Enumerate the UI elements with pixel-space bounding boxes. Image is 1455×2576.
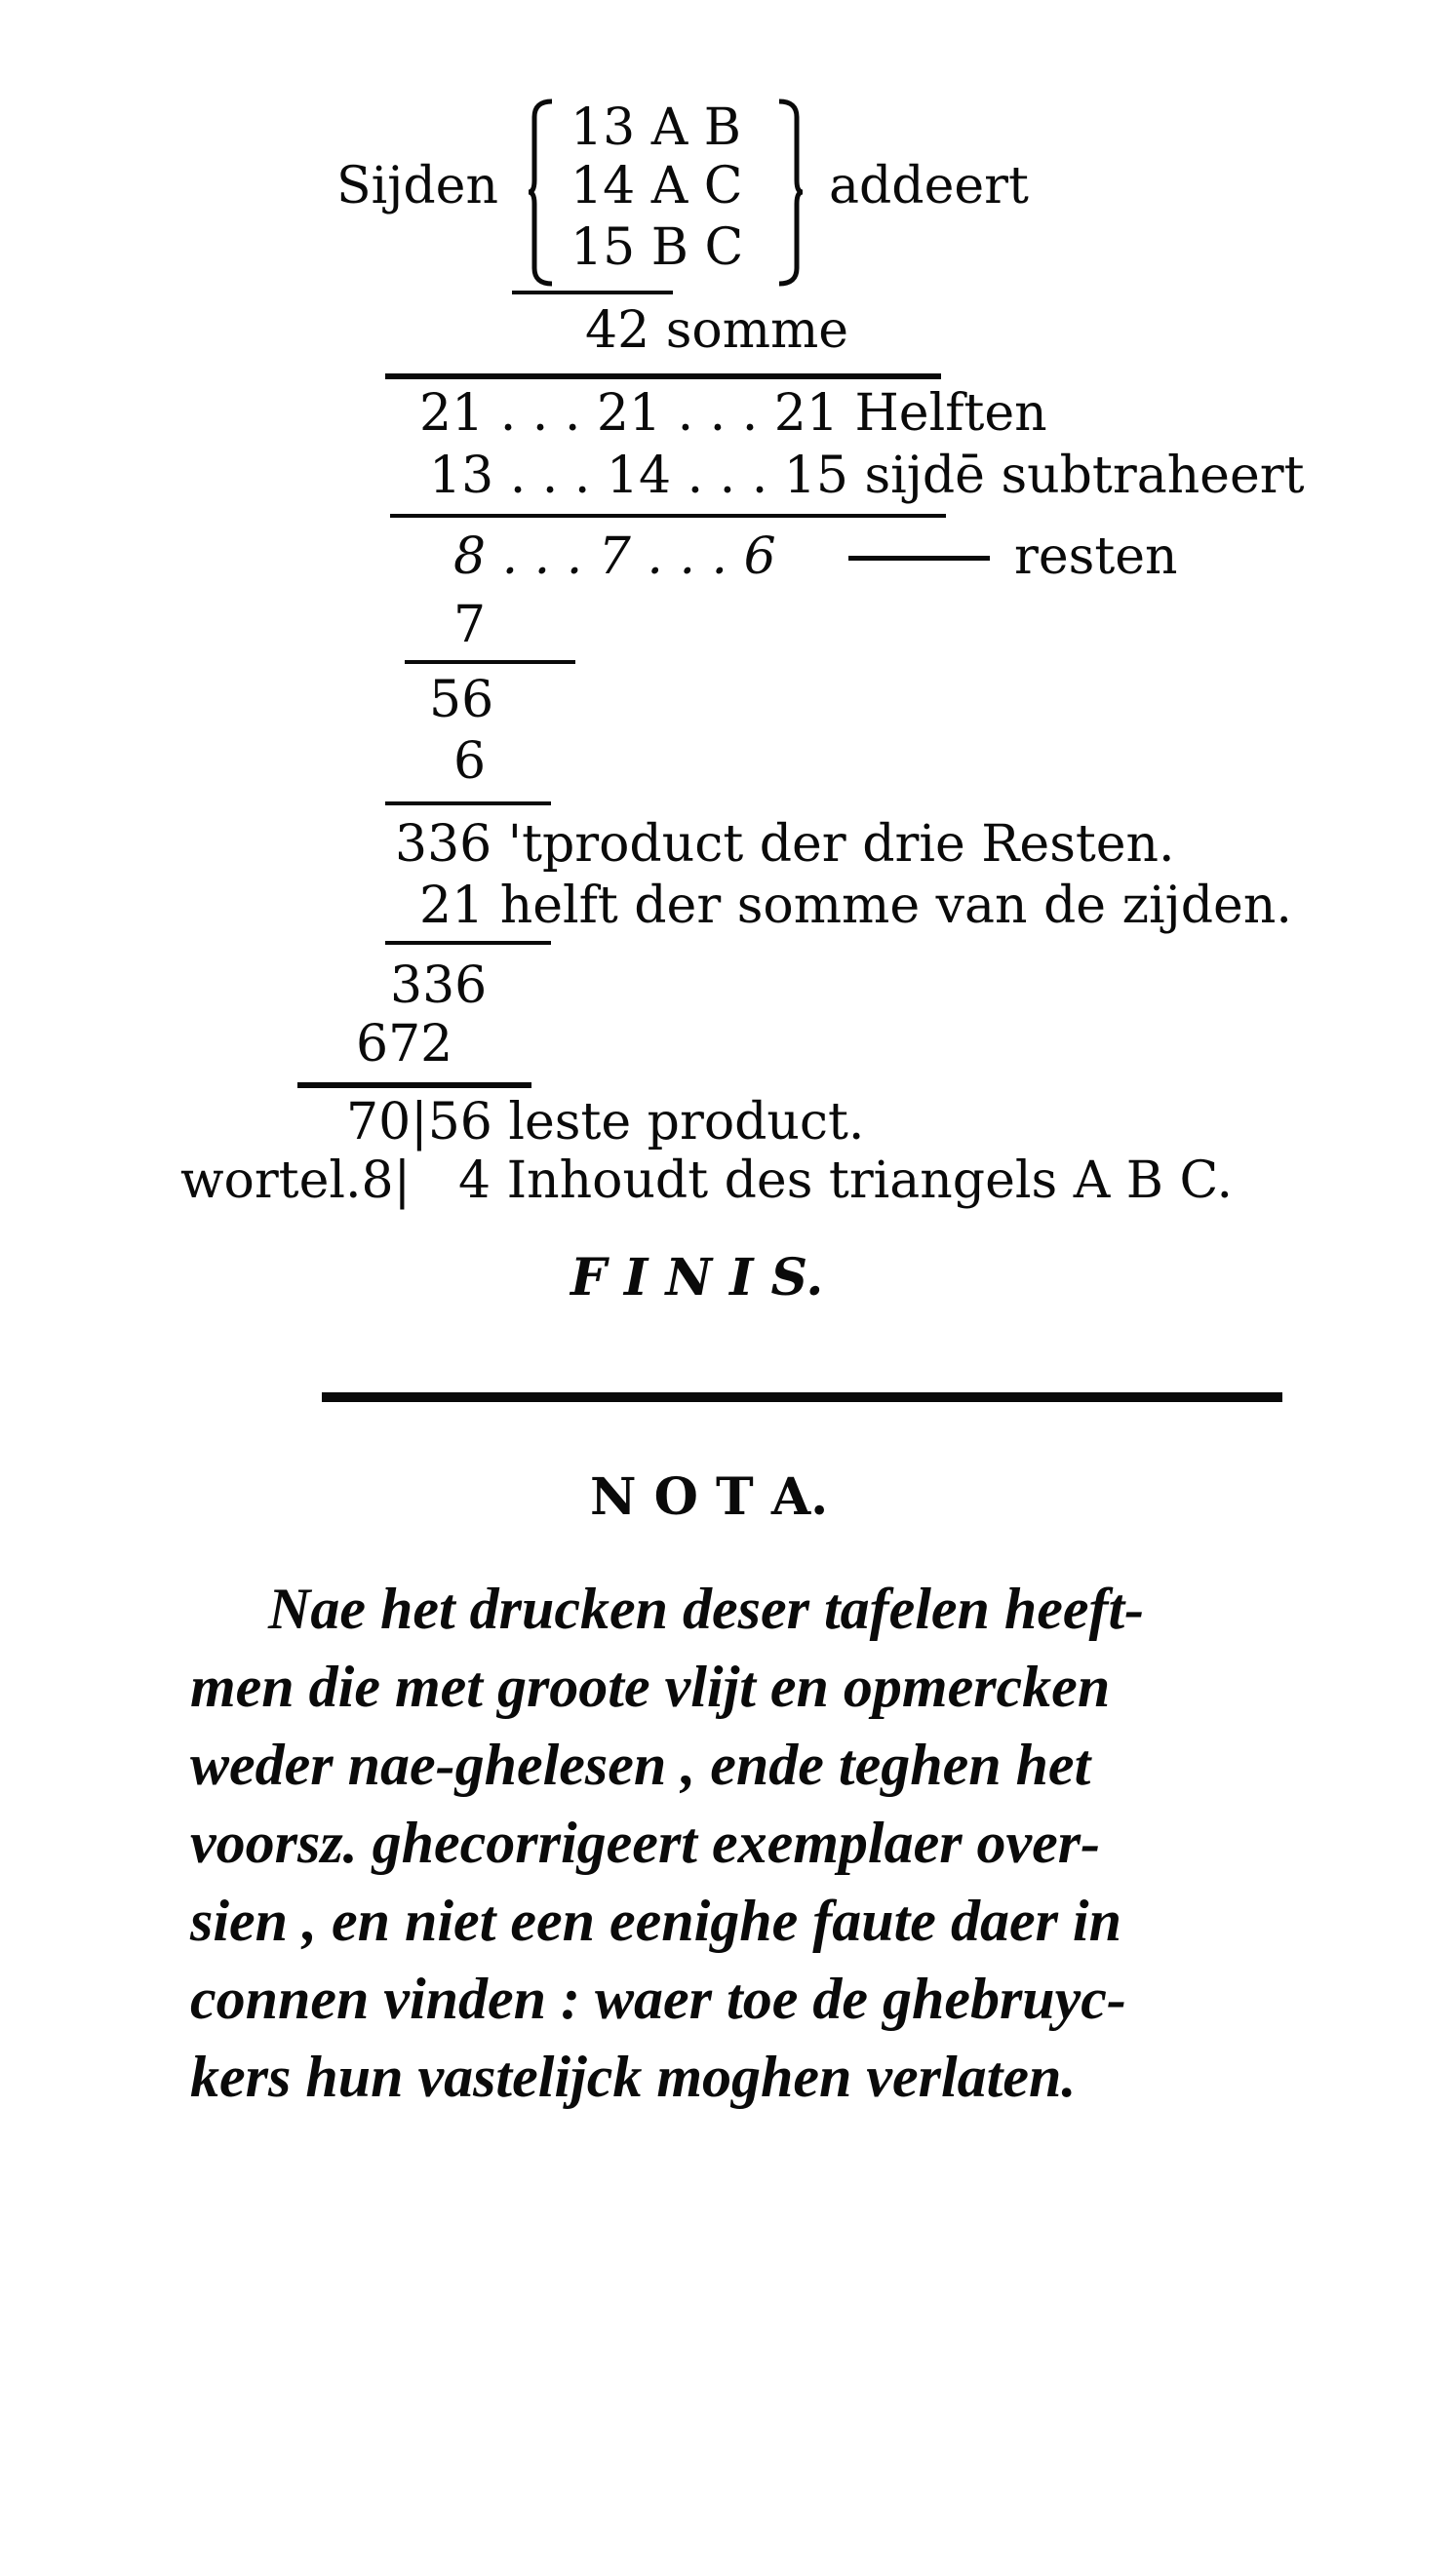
rests-label: resten — [1014, 527, 1178, 586]
product-line: 336 'tproduct der drie Resten. — [395, 815, 1175, 874]
root-line: 4 Inhoudt des triangels A B C. — [458, 1151, 1233, 1210]
mult-b: 56 — [429, 671, 494, 729]
subtract-line: 13 . . . 14 . . . 15 sijdē subtraheert — [429, 447, 1305, 505]
nota-line: Nae het drucken deser tafelen heeft- — [268, 1577, 1145, 1641]
finis: F I N I S. — [570, 1248, 824, 1308]
rule-rests — [390, 514, 946, 518]
last-product: 70|56 leste product. — [346, 1093, 865, 1151]
half-line: 21 helft der somme van de zijden. — [419, 877, 1292, 935]
halves-line: 21 . . . 21 . . . 21 Helften — [419, 384, 1047, 443]
nota-line: connen vinden : waer toe de ghebruyc- — [190, 1967, 1126, 2031]
nota-paragraph — [190, 1570, 1302, 2116]
rule-p — [385, 941, 551, 945]
nota-title: N O T A. — [590, 1467, 829, 1527]
sides-label: Sijden — [336, 157, 498, 215]
section-divider — [322, 1392, 1282, 1402]
rests-dash — [848, 556, 990, 561]
nota-line: kers hun vastelijck moghen verlaten. — [190, 2045, 1077, 2109]
nota-line: weder nae-ghelesen , ende teghen het — [190, 1733, 1091, 1797]
side-ab: 13 A B — [570, 98, 741, 157]
left-bracket — [527, 98, 556, 288]
nota-line: men die met groote vlijt en opmercken — [190, 1655, 1111, 1719]
rule-last — [297, 1082, 531, 1088]
partial-product-2: 672 — [356, 1015, 453, 1073]
nota-line: sien , en niet een eenighe faute daer in — [190, 1889, 1121, 1953]
partial-product-1: 336 — [390, 956, 488, 1015]
rule-mult — [405, 660, 575, 664]
rule-sum — [512, 291, 673, 294]
mult-c: 6 — [453, 732, 487, 791]
side-bc: 15 B C — [570, 218, 744, 277]
add-label: addeert — [829, 157, 1029, 215]
rests-values: 8 . . . 7 . . . 6 — [453, 527, 776, 586]
rule-product — [385, 801, 551, 805]
nota-line: voorsz. ghecorrigeert exemplaer over- — [190, 1811, 1101, 1875]
mult-a: 7 — [453, 596, 487, 654]
right-bracket — [775, 98, 805, 288]
sum-line: 42 somme — [585, 301, 849, 360]
root-label: wortel.8| — [180, 1151, 412, 1210]
rule-halves — [385, 373, 941, 379]
side-ac: 14 A C — [570, 157, 743, 215]
